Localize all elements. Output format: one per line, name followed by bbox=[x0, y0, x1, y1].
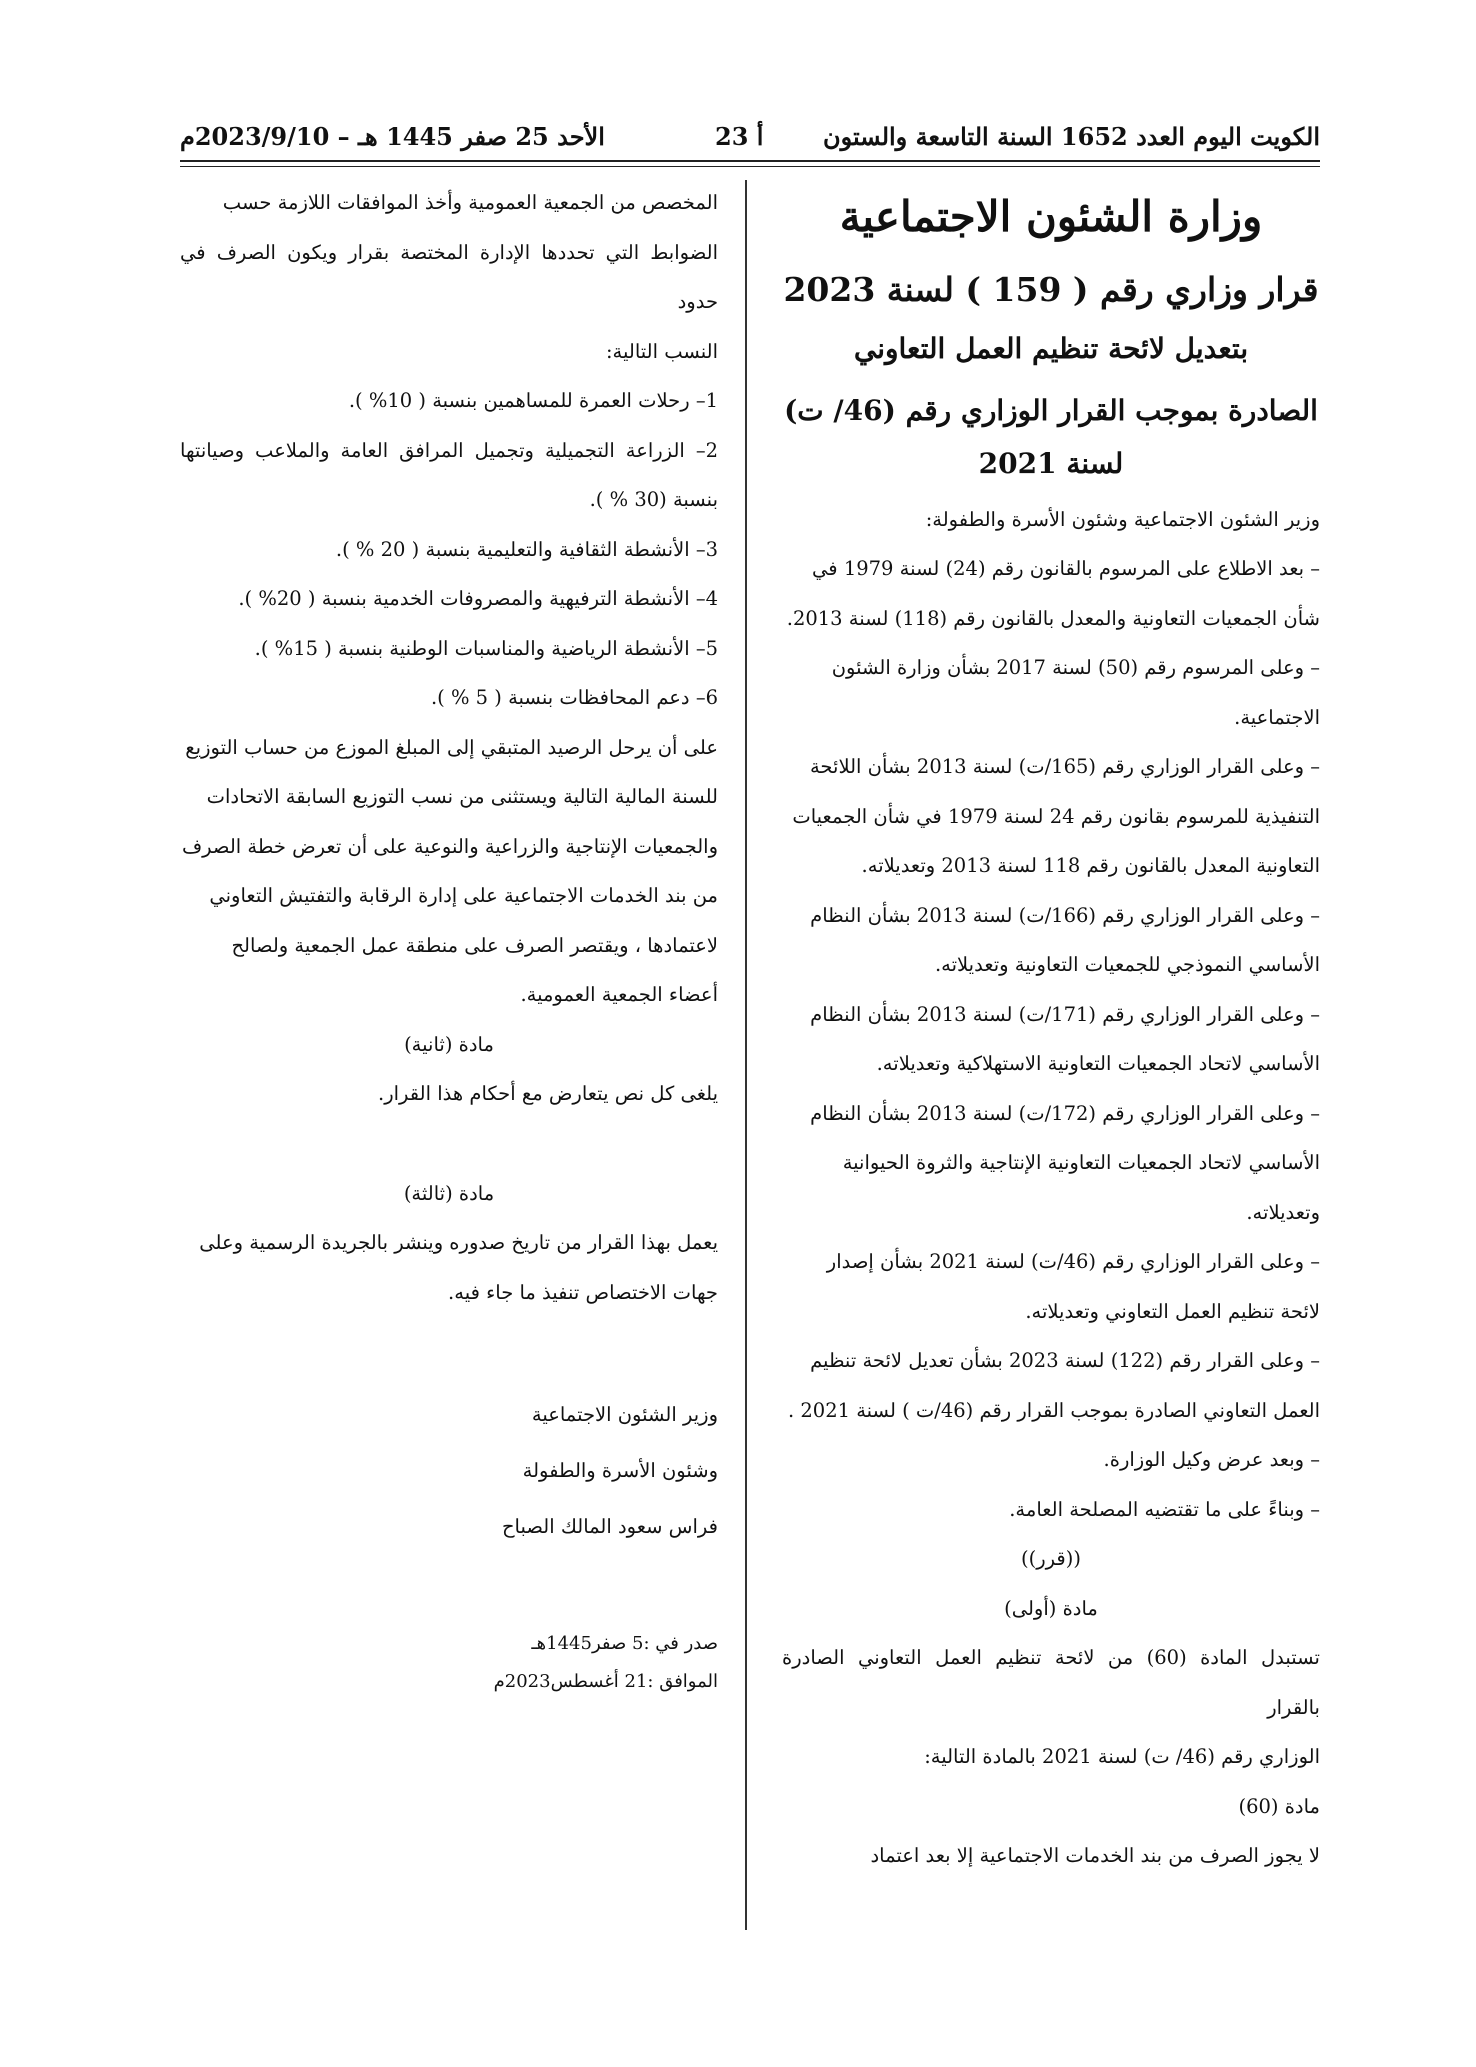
decree-title: قرار وزاري رقم ( 159 ) لسنة 2023 bbox=[783, 269, 1319, 309]
intro-line: وزير الشئون الاجتماعية وشئون الأسرة والطفولة: bbox=[925, 507, 1320, 531]
issue-dates bbox=[180, 1625, 718, 1701]
article-2-text: يلغى كل نص يتعارض مع أحكام هذا القرار. bbox=[378, 1082, 718, 1105]
text-line: – وبناءً على ما تقتضيه المصلحة العامة. bbox=[1009, 1497, 1320, 1521]
text-line: – وعلى المرسوم رقم (50) لسنة 2017 بشأن وزارة الشئون bbox=[831, 656, 1320, 680]
article-3-body bbox=[180, 1218, 718, 1317]
text-line: للسنة المالية التالية ويستثنى من نسب التوزيع السابقة الاتحادات bbox=[206, 785, 718, 808]
text-line: لا يجوز الصرف من بند الخدمات الاجتماعية إلا بعد اعتماد bbox=[870, 1844, 1320, 1868]
text-line: على أن يرحل الرصيد المتبقي إلى المبلغ الموزع من حساب التوزيع bbox=[185, 735, 718, 759]
article-1-body bbox=[782, 1633, 1320, 1881]
text-line: الأساسي لاتحاد الجمعيات التعاونية الإنتاجية والثروة الحيوانية bbox=[842, 1151, 1320, 1175]
text-line: والجمعيات الإنتاجية والزراعية والنوعية على أن تعرض خطة الصرف bbox=[181, 834, 718, 858]
text-line: – بعد الاطلاع على المرسوم بالقانون رقم (24) لسنة 1979 في bbox=[812, 557, 1320, 581]
text-line: شأن الجمعيات التعاونية والمعدل بالقانون رقم (118) لسنة 2013. bbox=[786, 606, 1320, 630]
text-line: 1– رحلات العمرة للمساهمين بنسبة ( 10% ). bbox=[348, 389, 718, 412]
signature-line: فراس سعود المالك الصباح bbox=[501, 1515, 718, 1538]
header-issue: الكويت اليوم العدد 1652 السنة التاسعة والستون bbox=[823, 122, 1320, 151]
header-rule bbox=[180, 160, 1320, 162]
text-line: التنفيذية للمرسوم بقانون رقم 24 لسنة 1979 في شأن الجمعيات bbox=[792, 804, 1320, 828]
text-line: وتعديلاته. bbox=[1246, 1200, 1320, 1224]
text-line: الأساسي لاتحاد الجمعيات التعاونية الاستهلاكية وتعديلاته. bbox=[876, 1052, 1320, 1076]
column-divider bbox=[745, 180, 747, 1930]
left-column bbox=[180, 178, 718, 1701]
text-line: الوزاري رقم (46/ ت) لسنة 2021 بالمادة التالية: bbox=[924, 1745, 1320, 1769]
decree-subtitle-2: الصادرة بموجب القرار الوزاري رقم (46/ ت) لسنة 2021 bbox=[784, 394, 1318, 481]
text-line: 4– الأنشطة الترفيهية والمصروفات الخدمية بنسبة ( 20% ). bbox=[238, 587, 718, 610]
text-line: النسب التالية: bbox=[605, 339, 718, 363]
text-line: – وعلى القرار الوزاري رقم (165/ت) لسنة 2013 بشأن اللائحة bbox=[809, 755, 1320, 779]
text-line: أعضاء الجمعية العمومية. bbox=[520, 983, 718, 1006]
right-column bbox=[782, 178, 1320, 1881]
text-line: الضوابط التي تحددها الإدارة المختصة بقرار ويكون الصرف في حدود bbox=[180, 240, 718, 313]
text-line: – وبعد عرض وكيل الوزارة. bbox=[1103, 1448, 1320, 1472]
signature-block bbox=[180, 1387, 718, 1555]
decided-heading: ((قرر)) bbox=[1021, 1547, 1081, 1571]
text-line: – وعلى القرار الوزاري رقم (166/ت) لسنة 2013 بشأن النظام bbox=[810, 903, 1320, 927]
text-line: جهات الاختصاص تنفيذ ما جاء فيه. bbox=[448, 1280, 718, 1304]
article-2-title: مادة (ثانية) bbox=[404, 1032, 494, 1056]
text-line: 3– الأنشطة الثقافية والتعليمية بنسبة ( 20 % ). bbox=[335, 537, 718, 561]
header-date: الأحد 25 صفر 1445 هـ – 2023/9/10م bbox=[180, 122, 605, 151]
text-line: الأساسي النموذجي للجمعيات التعاونية وتعديلاته. bbox=[934, 953, 1320, 977]
text-line: 2– الزراعة التجميلية وتجميل المرافق العامة والملاعب وصيانتها بنسبة (30 % ). bbox=[180, 438, 718, 511]
text-line: العمل التعاوني الصادرة بموجب القرار رقم (46/ت ) لسنة 2021 . bbox=[787, 1398, 1320, 1422]
text-line: – وعلى القرار الوزاري رقم (171/ت) لسنة 2013 بشأن النظام bbox=[810, 1002, 1320, 1026]
text-line: من بند الخدمات الاجتماعية على إدارة الرقابة والتفتيش التعاوني bbox=[209, 884, 718, 907]
header-rule-thin bbox=[180, 166, 1320, 167]
header-page-number: أ 23 bbox=[715, 122, 764, 151]
ministry-title: وزارة الشئون الاجتماعية bbox=[839, 192, 1263, 241]
decree-subtitle: بتعديل لائحة تنظيم العمل التعاوني bbox=[853, 332, 1249, 366]
text-line: التعاونية المعدل بالقانون رقم 118 لسنة 2013 وتعديلاته. bbox=[861, 854, 1320, 878]
corresponding-date: الموافق :21 أغسطس2023م bbox=[493, 1671, 718, 1692]
text-line: 6– دعم المحافظات بنسبة ( 5 % ). bbox=[430, 686, 718, 709]
preamble bbox=[782, 544, 1320, 1534]
text-line: 5– الأنشطة الرياضية والمناسبات الوطنية بنسبة ( 15% ). bbox=[254, 636, 718, 660]
text-line: الاجتماعية. bbox=[1234, 705, 1320, 729]
article-60-body bbox=[180, 178, 718, 1020]
text-line: لاعتمادها ، ويقتصر الصرف على منطقة عمل الجمعية ولصالح bbox=[231, 933, 718, 957]
text-line: مادة (60) bbox=[1238, 1794, 1320, 1818]
signature-line: وزير الشئون الاجتماعية bbox=[531, 1403, 718, 1426]
article-1-title: مادة (أولى) bbox=[1004, 1596, 1098, 1620]
signature-line: وشئون الأسرة والطفولة bbox=[522, 1459, 718, 1482]
text-line: لائحة تنظيم العمل التعاوني وتعديلاته. bbox=[1025, 1299, 1320, 1323]
issued-date: صدر في :5 صفر1445هـ bbox=[531, 1633, 718, 1654]
text-line: تستبدل المادة (60) من لائحة تنظيم العمل التعاوني الصادرة بالقرار bbox=[782, 1646, 1320, 1719]
article-3-title: مادة (ثالثة) bbox=[403, 1181, 495, 1205]
text-line: – وعلى القرار الوزاري رقم (172/ت) لسنة 2013 بشأن النظام bbox=[810, 1101, 1320, 1125]
text-line: – وعلى القرار الوزاري رقم (46/ت) لسنة 2021 بشأن إصدار bbox=[826, 1250, 1320, 1274]
page-header bbox=[180, 118, 1320, 158]
text-line: – وعلى القرار رقم (122) لسنة 2023 بشأن تعديل لائحة تنظيم bbox=[810, 1349, 1320, 1373]
text-line: المخصص من الجمعية العمومية وأخذ الموافقات اللازمة حسب bbox=[222, 191, 718, 214]
text-line: يعمل بهذا القرار من تاريخ صدوره وينشر بالجريدة الرسمية وعلى bbox=[199, 1231, 718, 1254]
